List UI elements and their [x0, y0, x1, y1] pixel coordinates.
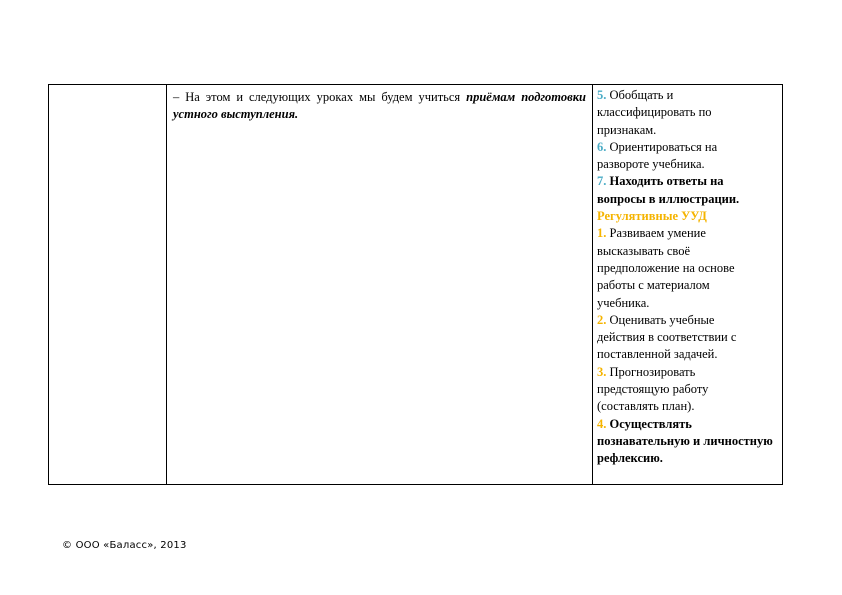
- lesson-table: [48, 84, 783, 485]
- teacher-speech: [173, 89, 586, 123]
- uud-line: Находить ответы на: [609, 174, 724, 189]
- uud-item-regulatory-1: [597, 225, 778, 311]
- uud-line: действия в соответствии с: [597, 330, 737, 345]
- uud-line: Оценивать учебные: [609, 312, 715, 327]
- uud-line: классифицировать по: [597, 105, 712, 120]
- uud-item-regulatory-3: [597, 364, 778, 416]
- uud-line: работы с материалом: [597, 278, 710, 293]
- uud-line: поставленной задачей.: [597, 347, 718, 362]
- uud-line: признакам.: [597, 122, 657, 137]
- uud-line: учебника.: [597, 295, 650, 310]
- uud-number: 7.: [597, 174, 607, 189]
- uud-line: высказывать своё: [597, 243, 691, 258]
- uud-number: 5.: [597, 88, 607, 102]
- uud-line: Развиваем умение: [609, 226, 706, 241]
- copyright-footer: © ООО «Баласс», 2013: [62, 540, 187, 551]
- uud-line: развороте учебника.: [597, 157, 705, 172]
- uud-cell: [593, 85, 782, 484]
- speech-plain: – На этом и следующих уроках мы будем учиться: [173, 90, 467, 104]
- uud-number: 4.: [597, 416, 607, 431]
- uud-line: предстоящую работу: [597, 382, 709, 397]
- uud-item-regulatory-2: [597, 312, 778, 364]
- uud-number: 6.: [597, 139, 607, 154]
- teacher-activity-cell: [167, 85, 593, 484]
- uud-item-cognitive-5: [597, 87, 778, 139]
- uud-line: Осуществлять: [609, 416, 692, 431]
- speech-emphasis: приёмам подготовки устного выступления: [173, 90, 586, 121]
- uud-item-regulatory-4: [597, 416, 778, 468]
- uud-item-cognitive-6: [597, 139, 778, 174]
- uud-line: Прогнозировать: [609, 364, 696, 379]
- uud-number: 2.: [597, 312, 607, 327]
- speech-tail: .: [295, 107, 299, 121]
- uud-item-cognitive-7: [597, 173, 778, 208]
- uud-line: Обобщать и: [609, 88, 674, 102]
- uud-line: рефлексию.: [597, 451, 663, 466]
- stage-cell: [49, 85, 167, 484]
- uud-line: (составлять план).: [597, 399, 695, 414]
- uud-line: познавательную и личностную: [597, 433, 773, 448]
- uud-number: 1.: [597, 226, 607, 241]
- uud-line: предположение на основе: [597, 260, 735, 275]
- uud-line: вопросы в иллюстрации.: [597, 191, 740, 206]
- uud-number: 3.: [597, 364, 607, 379]
- uud-line: Ориентироваться на: [609, 139, 718, 154]
- regulatory-heading: Регулятивные УУД: [597, 209, 707, 224]
